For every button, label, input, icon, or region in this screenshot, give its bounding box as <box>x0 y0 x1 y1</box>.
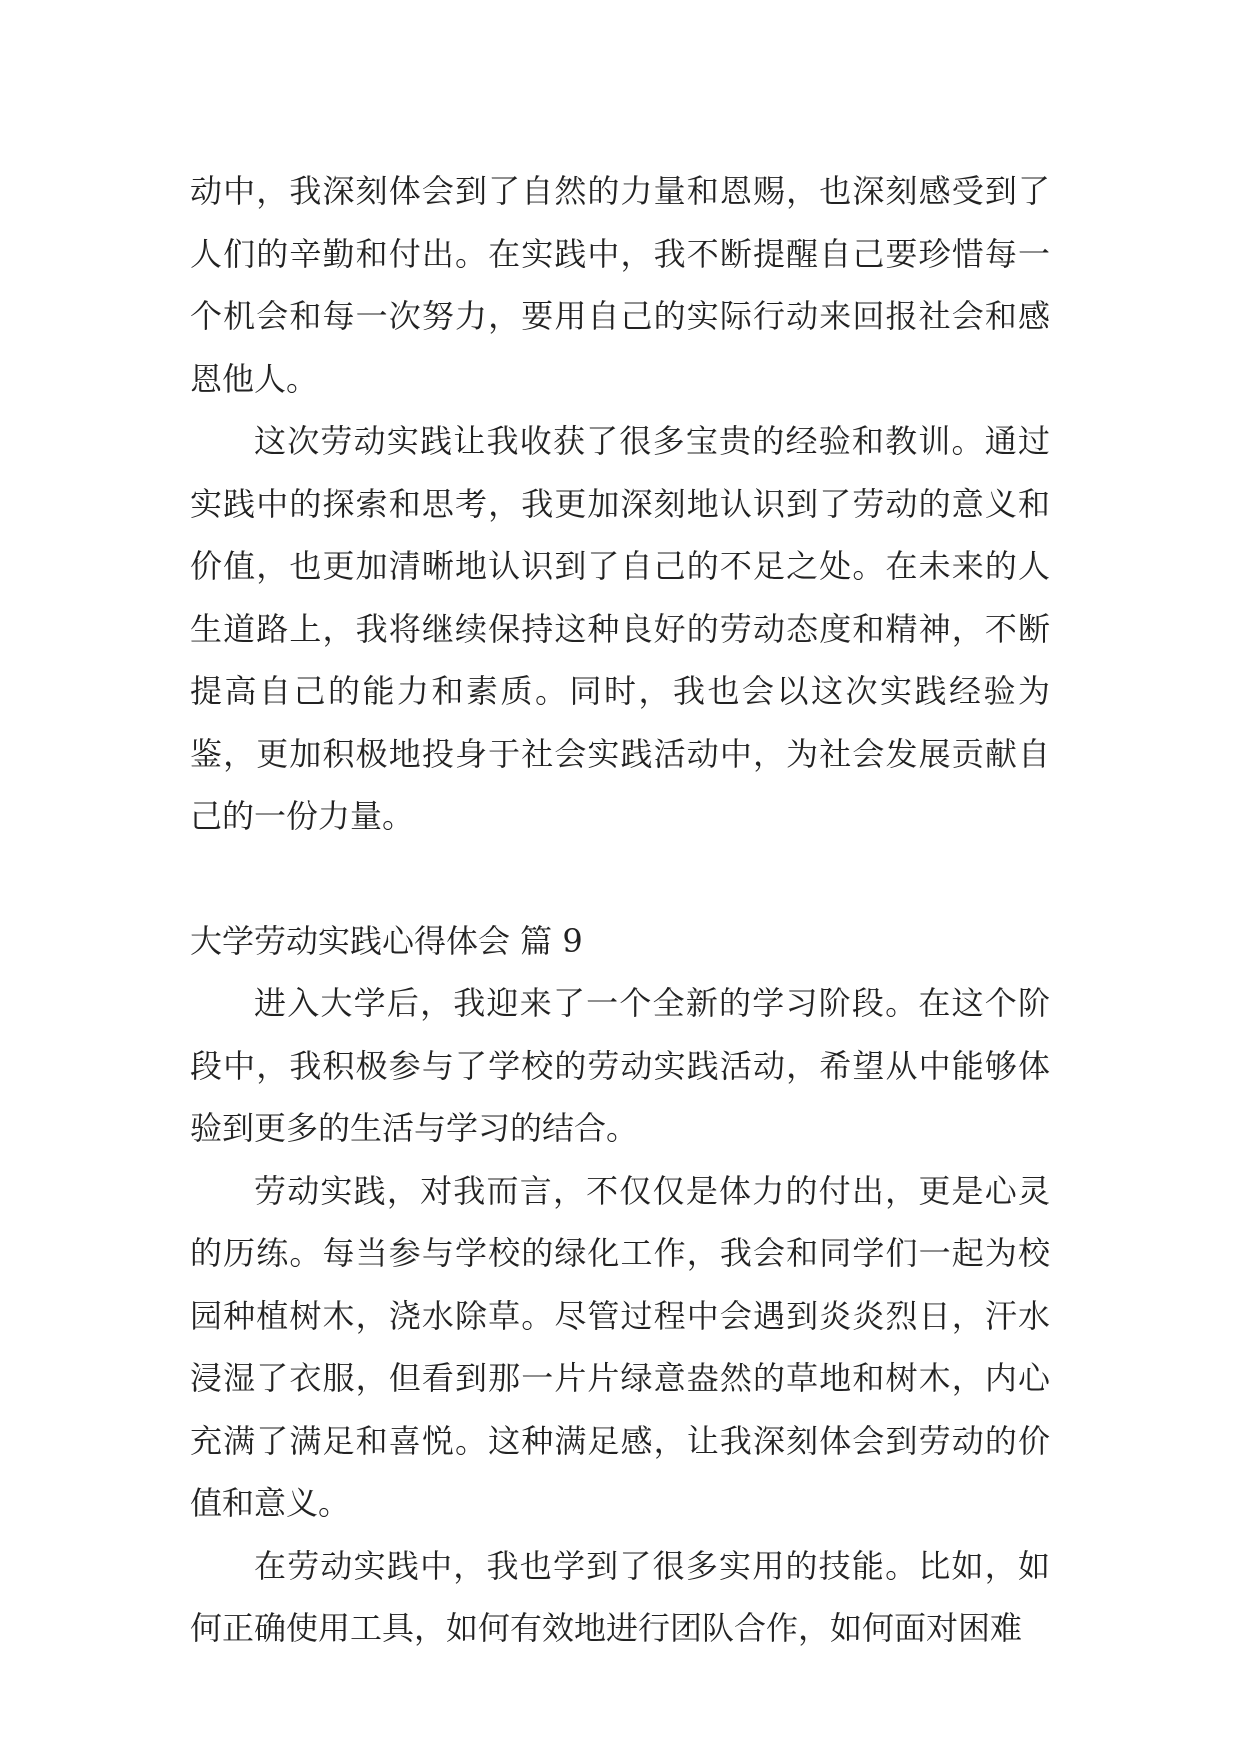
paragraph: 在劳动实践中，我也学到了很多实用的技能。比如，如何正确使用工具，如何有效地进行团队合作，如何面对困难 <box>190 1546 1050 1647</box>
paragraph-continued: 动中，我深刻体会到了自然的力量和恩赐，也深刻感受到了人们的辛勤和付出。在实践中，我不断提醒自己要珍惜每一个机会和每一次努力，要用自己的实际行动来回报社会和感恩他人。 <box>190 172 1050 398</box>
paragraph: 进入大学后，我迎来了一个全新的学习阶段。在这个阶段中，我积极参与了学校的劳动实践活动，希望从中能够体验到更多的生活与学习的结合。 <box>190 984 1050 1147</box>
section-heading: 大学劳动实践心得体会 篇 9 <box>190 921 583 960</box>
paragraph: 这次劳动实践让我收获了很多宝贵的经验和教训。通过实践中的探索和思考，我更加深刻地认识到了劳动的意义和价值，也更加清晰地认识到了自己的不足之处。在未来的人生道路上，我将继续保持这种良好的劳动态度和精神，不断提高自己的能力和素质。同时，我也会以这次实践经验为鉴，更加积极地投身于社会实践活动中，为社会发展贡献自己的一份力量。 <box>190 422 1050 835</box>
document-body <box>190 160 1050 1660</box>
paragraph: 劳动实践，对我而言，不仅仅是体力的付出，更是心灵的历练。每当参与学校的绿化工作，我会和同学们一起为校园种植树木，浇水除草。尽管过程中会遇到炎炎烈日，汗水浸湿了衣服，但看到那一片片绿意盎然的草地和树木，内心充满了满足和喜悦。这种满足感，让我深刻体会到劳动的价值和意义。 <box>190 1171 1050 1522</box>
